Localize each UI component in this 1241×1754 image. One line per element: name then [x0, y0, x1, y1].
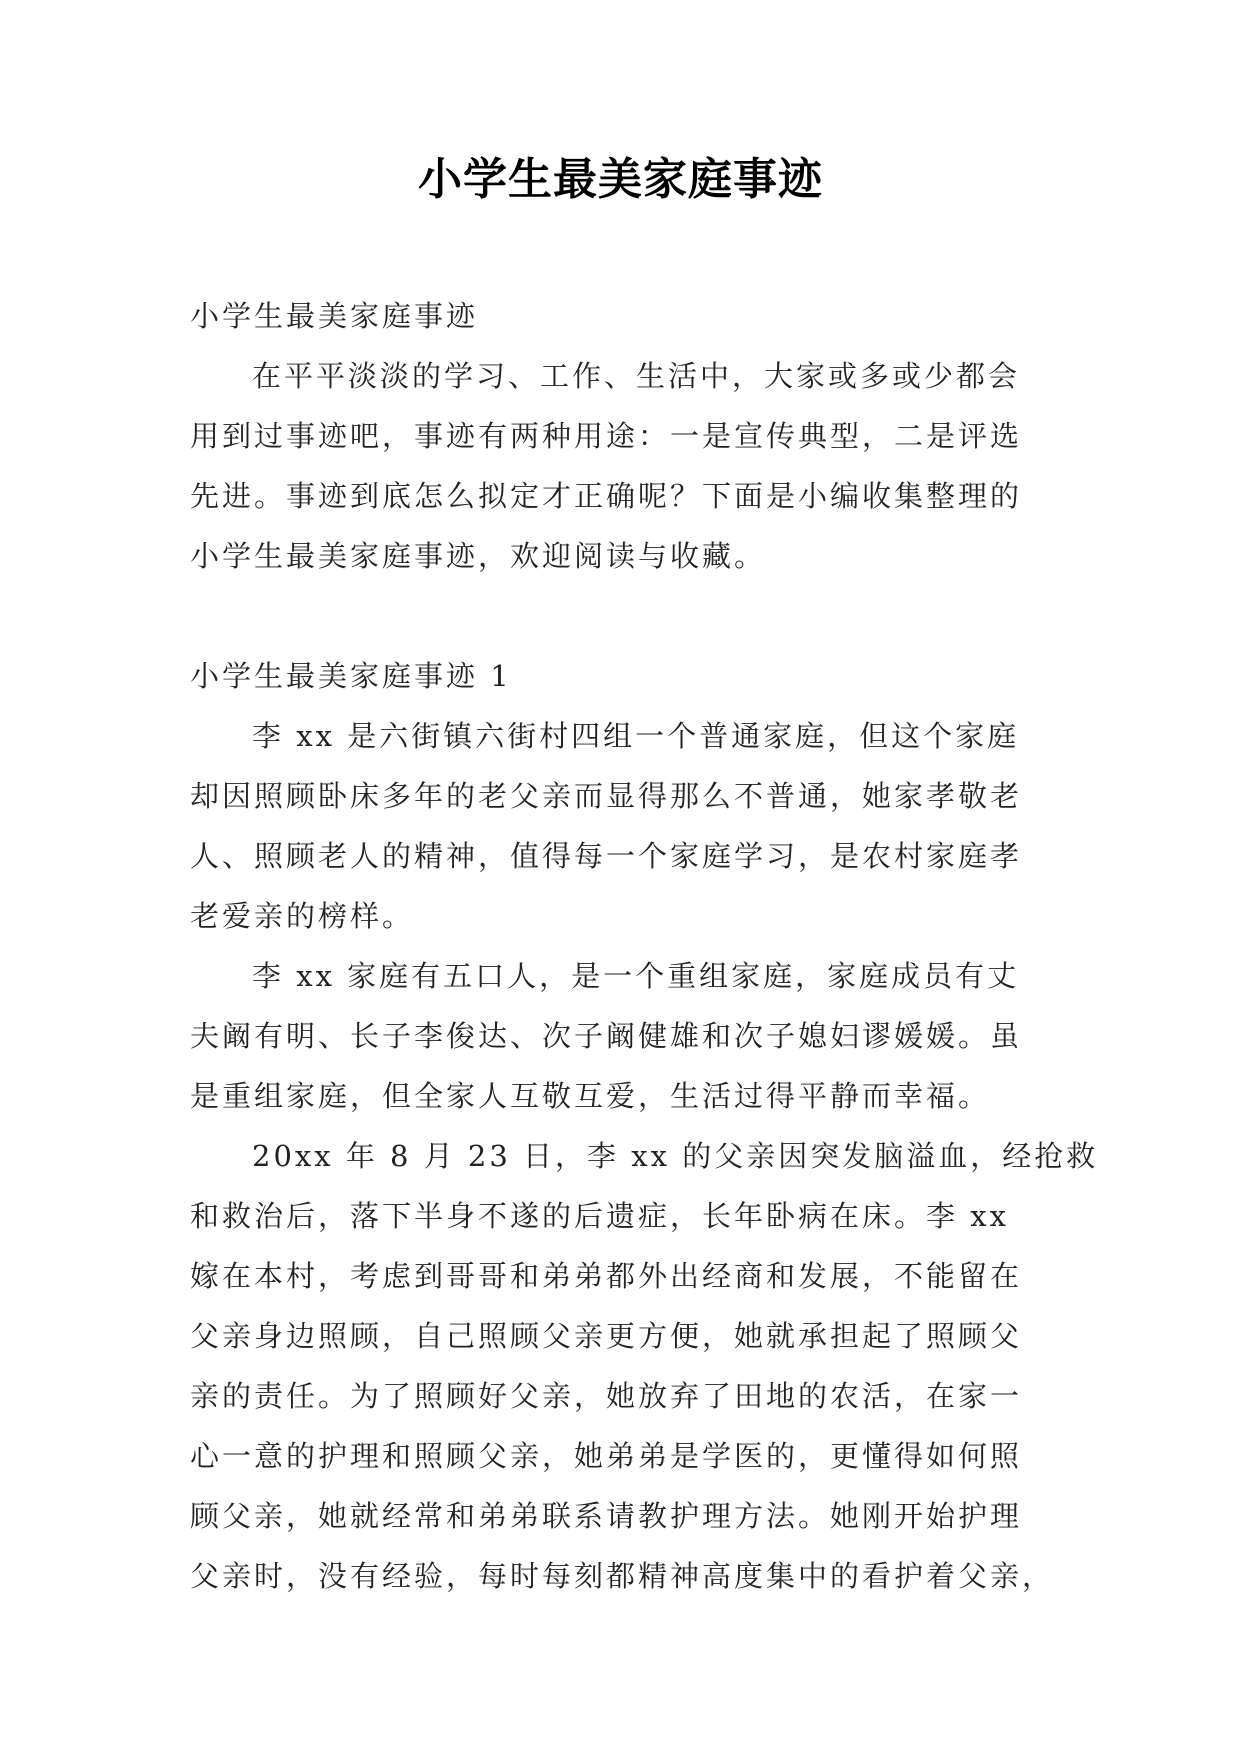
intro-paragraph [190, 346, 1060, 586]
paragraph-3 [190, 1126, 1099, 1606]
paragraph-line: 和救治后，落下半身不遂的后遗症，长年卧病在床。李 xx [190, 1199, 1009, 1233]
paragraph-line: 心一意的护理和照顾父亲，她弟弟是学医的，更懂得如何照 [190, 1439, 1023, 1473]
paragraph-line: 先进。事迹到底怎么拟定才正确呢？下面是小编收集整理的 [190, 479, 1023, 513]
section-heading: 小学生最美家庭事迹 1 [190, 659, 512, 693]
paragraph-2 [190, 946, 1060, 1126]
document-body [190, 286, 1099, 1606]
paragraph-line: 小学生最美家庭事迹，欢迎阅读与收藏。 [190, 539, 767, 573]
paragraph-line: 是重组家庭，但全家人互敬互爱，生活过得平静而幸福。 [190, 1079, 991, 1113]
paragraph-line: 在平平淡淡的学习、工作、生活中，大家或多或少都会 [252, 359, 1021, 393]
paragraph-line: 父亲身边照顾，自己照顾父亲更方便，她就承担起了照顾父 [190, 1319, 1023, 1353]
paragraph-line: 嫁在本村，考虑到哥哥和弟弟都外出经商和发展，不能留在 [190, 1259, 1023, 1293]
paragraph-line: 李 xx 是六街镇六街村四组一个普通家庭，但这个家庭 [252, 719, 1020, 753]
paragraph-line: 老爱亲的榜样。 [190, 899, 415, 933]
paragraph-line: 顾父亲，她就经常和弟弟联系请教护理方法。她刚开始护理 [190, 1499, 1023, 1533]
intro-heading: 小学生最美家庭事迹 [190, 299, 479, 333]
paragraph-line: 20xx 年 8 月 23 日，李 xx 的父亲因突发脑溢血，经抢救 [252, 1139, 1099, 1173]
paragraph-line: 李 xx 家庭有五口人，是一个重组家庭，家庭成员有丈 [252, 959, 1020, 993]
paragraph-line: 夫阚有明、长子李俊达、次子阚健雄和次子媳妇谬媛媛。虽 [190, 1019, 1023, 1053]
document-title: 小学生最美家庭事迹 [418, 154, 823, 205]
paragraph-line: 用到过事迹吧，事迹有两种用途：一是宣传典型，二是评选 [190, 419, 1023, 453]
paragraph-line: 亲的责任。为了照顾好父亲，她放弃了田地的农活，在家一 [190, 1379, 1023, 1413]
paragraph-1 [190, 706, 1060, 946]
paragraph-line: 父亲时，没有经验，每时每刻都精神高度集中的看护着父亲， [190, 1559, 1055, 1593]
paragraph-line: 人、照顾老人的精神，值得每一个家庭学习，是农村家庭孝 [190, 839, 1023, 873]
section-spacer [190, 586, 1060, 646]
paragraph-line: 却因照顾卧床多年的老父亲而显得那么不普通，她家孝敬老 [190, 779, 1023, 813]
